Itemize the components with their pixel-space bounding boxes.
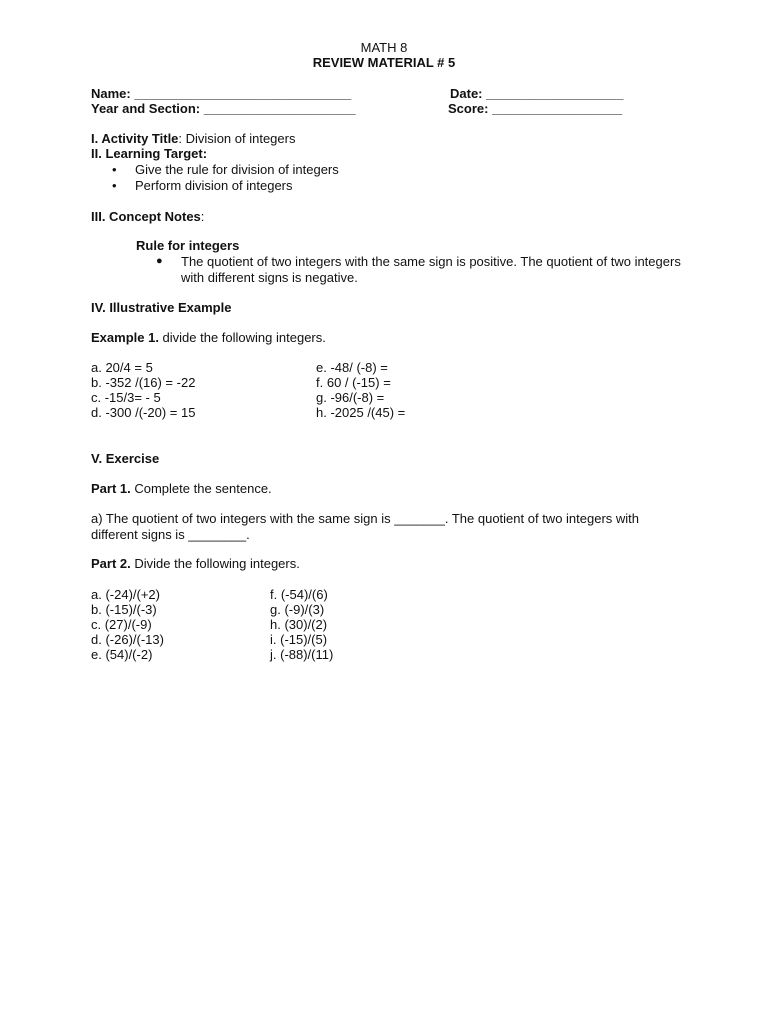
example-item: c. -15/3= - 5: [91, 390, 161, 405]
part1-row: [91, 481, 272, 496]
example-item: b. -352 /(16) = -22: [91, 375, 196, 390]
activity-title-row: [91, 131, 295, 146]
exercise-item: i. (-15)/(5): [270, 632, 328, 647]
exercise-item: j. (-88)/(11): [270, 647, 334, 662]
concept-notes-colon: :: [200, 209, 205, 224]
example-text: divide the following integers.: [158, 330, 326, 345]
learning-target-item: • Perform division of integers: [112, 178, 339, 194]
year-line: _____________________: [203, 101, 356, 116]
concept-notes-label: III. Concept Notes: [91, 209, 201, 224]
date-line: ___________________: [486, 86, 624, 101]
exercise-item: d. (-26)/(-13): [91, 632, 164, 647]
exercise-item: c. (27)/(-9): [91, 617, 152, 632]
exercise-item: f. (-54)/(6): [270, 587, 328, 602]
exercise-item: g. (-9)/(3): [270, 602, 325, 617]
subject-title: MATH 8: [360, 40, 408, 55]
score-label: Score:: [448, 101, 489, 116]
example-item: h. -2025 /(45) =: [316, 405, 406, 420]
name-label: Name:: [91, 86, 131, 101]
part2-text: Divide the following integers.: [130, 556, 300, 571]
rule-text: The quotient of two integers with the same sign is positive. The quotient of two integers with different signs is negative.: [181, 254, 681, 285]
part1-sentence: a) The quotient of two integers with the same sign is _______. The quotient of two integers with different signs is ________.: [91, 511, 640, 542]
example-item: d. -300 /(-20) = 15: [91, 405, 196, 420]
example-item: a. 20/4 = 5: [91, 360, 153, 375]
rule-item: [156, 254, 686, 286]
learning-target-list: [112, 162, 339, 194]
part2-label: Part 2.: [91, 556, 131, 571]
part1-text: Complete the sentence.: [130, 481, 272, 496]
example-item: f. 60 / (-15) =: [316, 375, 391, 390]
exercise-left-column: [91, 587, 164, 662]
date-label: Date:: [450, 86, 483, 101]
learning-target-item: • Give the rule for division of integers: [112, 162, 339, 178]
exercise-label: V. Exercise: [91, 451, 160, 466]
exercise-item: b. (-15)/(-3): [91, 602, 157, 617]
material-title: REVIEW MATERIAL # 5: [312, 55, 456, 70]
exercise-right-column: [270, 587, 333, 662]
exercise-item: a. (-24)/(+2): [91, 587, 160, 602]
concept-notes-row: [91, 209, 204, 224]
example-left-column: [91, 360, 195, 420]
example-row: [91, 330, 326, 345]
example-right-column: [316, 360, 405, 420]
example-item: g. -96/(-8) =: [316, 390, 385, 405]
rule-heading: Rule for integers: [136, 238, 240, 253]
illustrative-label: IV. Illustrative Example: [91, 300, 232, 315]
score-row: [448, 101, 622, 116]
name-line: ______________________________: [134, 86, 352, 101]
year-row: [91, 101, 356, 116]
exercise-item: e. (54)/(-2): [91, 647, 153, 662]
activity-title-label: I. Activity Title: [91, 131, 179, 146]
learning-target-label: II. Learning Target:: [91, 146, 208, 161]
name-row: [91, 86, 351, 101]
example-label: Example 1.: [91, 330, 159, 345]
part1-label: Part 1.: [91, 481, 131, 496]
bullet-dot-icon: ●: [156, 255, 163, 267]
exercise-item: h. (30)/(2): [270, 617, 328, 632]
year-label: Year and Section:: [91, 101, 201, 116]
score-line: __________________: [492, 101, 623, 116]
date-row: [450, 86, 624, 101]
activity-title-value: : Division of integers: [178, 131, 296, 146]
example-item: e. -48/ (-8) =: [316, 360, 388, 375]
part2-row: [91, 556, 300, 571]
